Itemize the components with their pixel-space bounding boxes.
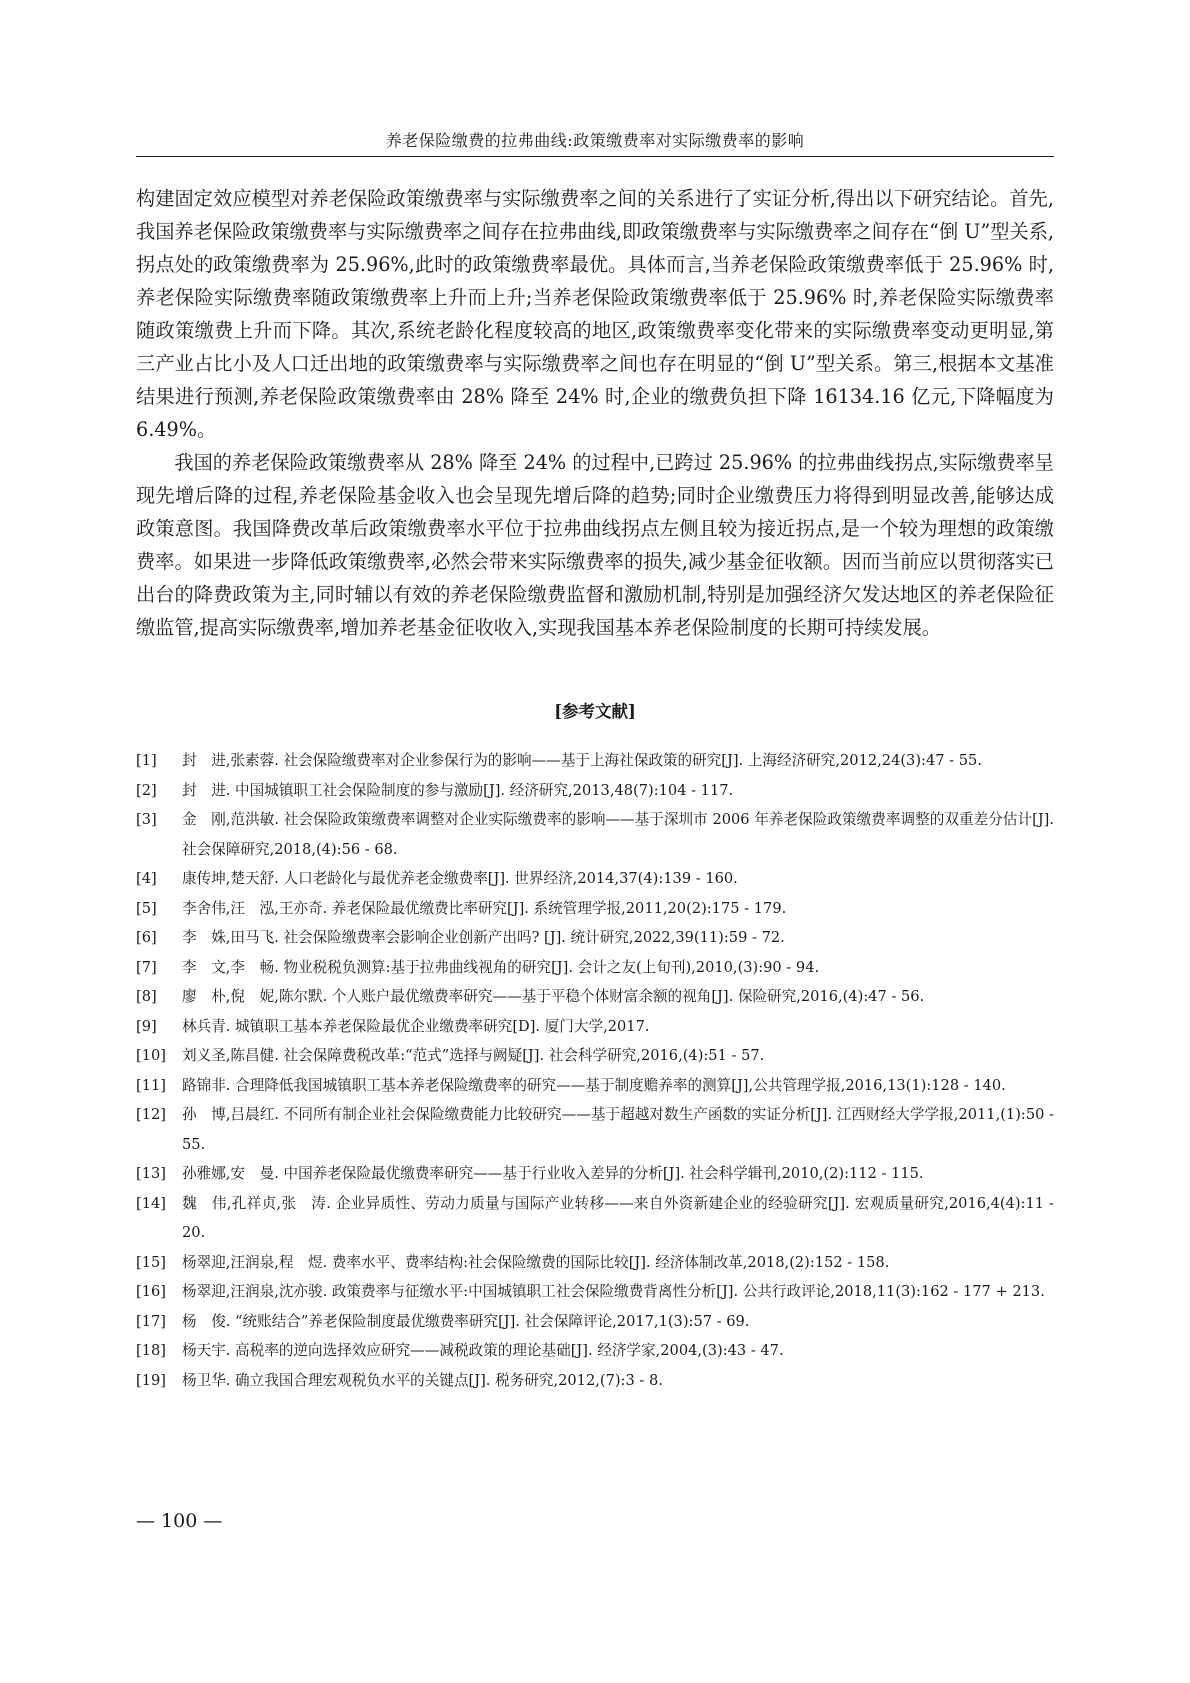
reference-number: [15] [136,1253,166,1271]
paragraph-policy: 我国的养老保险政策缴费率从 28% 降至 24% 的过程中,已跨过 25.96% 的拉弗曲线拐点,实际缴费率呈现先增后降的过程,养老保险基金收入也会呈现先增后降的趋势;同时企业缴费压力将得到明显改善,能够达成政策意图。我国降费改革后政策缴费率水平位于拉弗曲线拐点左侧且较为接近拐点,是一个较为理想的政策缴费率。如果进一步降低政策缴费率,必然会带来实际缴费率的损失,减少基金征收额。因而当前应以贯彻落实已出台的降费政策为主,同时辅以有效的养老保险缴费监督和激励机制,特别是加强经济欠发达地区的养老保险征缴监管,提高实际缴费率,增加养老基金征收收入,实现我国基本养老保险制度的长期可持续发展。 [136,451,1054,639]
paragraph-conclusion: 构建固定效应模型对养老保险政策缴费率与实际缴费率之间的关系进行了实证分析,得出以下研究结论。首先,我国养老保险政策缴费率与实际缴费率之间存在拉弗曲线,即政策缴费率与实际缴费率之间存在“倒 U”型关系,拐点处的政策缴费率为 25.96%,此时的政策缴费率最优。具体而言,当养老保险政策缴费率低于 25.96% 时,养老保险实际缴费率随政策缴费率上升而上升;当养老保险政策缴费率低于 25.96% 时,养老保险实际缴费率随政策缴费上升而下降。其次,系统老龄化程度较高的地区,政策缴费率变化带来的实际缴费率变动更明显,第三产业占比小及人口迁出地的政策缴费率与实际缴费率之间也存在明显的“倒 U”型关系。第三,根据本文基准结果进行预测,养老保险政策缴费率由 28% 降至 24% 时,企业的缴费负担下降 16134.16 亿元,下降幅度为 6.49%。 [136,187,1054,441]
reference-text: 杨 俊. “统账结合”养老保险制度最优缴费率研究[J]. 社会保障评论,2017,1(3):57 - 69. [182,1312,750,1330]
reference-item [136,1277,1054,1307]
reference-number: [7] [136,958,157,976]
reference-number: [9] [136,1017,157,1035]
reference-text: 杨天宇. 高税率的逆向选择效应研究——减税政策的理论基础[J]. 经济学家,2004,(3):43 - 47. [182,1342,784,1359]
reference-item [136,864,1054,894]
reference-text: 路锦非. 合理降低我国城镇职工基本养老保险缴费率的研究——基于制度赡养率的测算[J],公共管理学报,2016,13(1):128 - 140. [182,1076,1006,1094]
reference-item [136,953,1054,983]
reference-text: 李 姝,田马飞. 社会保险缴费率会影响企业创新产出吗? [J]. 统计研究,2022,39(11):59 - 72. [182,929,785,946]
body-text [136,182,1054,644]
reference-number: [10] [136,1047,166,1064]
reference-number: [6] [136,929,157,946]
reference-item [136,1071,1054,1101]
reference-text: 孙 博,吕晨红. 不同所有制企业社会保险缴费能力比较研究——基于超越对数生产函数的实证分析[J]. 江西财经大学学报,2011,(1):50 - 55. [182,1106,1054,1153]
references-title: [参考文献] [554,702,636,721]
reference-text: 杨翠迎,汪润泉,程 煜. 费率水平、费率结构:社会保险缴费的国际比较[J]. 经济体制改革,2018,(2):152 - 158. [182,1253,890,1271]
reference-number: [17] [136,1312,166,1330]
page-number: — 100 — [136,1510,223,1532]
reference-text: 李舍伟,汪 泓,王亦奇. 养老保险最优缴费比率研究[J]. 系统管理学报,2011,20(2):175 - 179. [182,899,787,917]
reference-text: 林兵青. 城镇职工基本养老保险最优企业缴费率研究[D]. 厦门大学,2017. [182,1017,650,1035]
reference-number: [8] [136,988,157,1005]
reference-number: [19] [136,1371,166,1389]
reference-item [136,746,1054,776]
reference-number: [3] [136,811,157,828]
reference-text: 封 进. 中国城镇职工社会保险制度的参与激励[J]. 经济研究,2013,48(7):104 - 117. [182,781,734,799]
reference-text: 李 文,李 畅. 物业税税负测算:基于拉弗曲线视角的研究[J]. 会计之友(上旬刊),2010,(3):90 - 94. [182,958,820,976]
reference-number: [11] [136,1076,166,1094]
reference-item [136,923,1054,953]
reference-item [136,776,1054,806]
reference-item [136,1189,1054,1248]
reference-text: 康传坤,楚天舒. 人口老龄化与最优养老金缴费率[J]. 世界经济,2014,37(4):139 - 160. [182,870,738,887]
reference-item [136,1012,1054,1042]
reference-item [136,1159,1054,1189]
reference-item [136,1041,1054,1071]
reference-text: 刘义圣,陈昌健. 社会保障费税改革:“范式”选择与阙疑[J]. 社会科学研究,2016,(4):51 - 57. [182,1047,765,1064]
header-rule [136,156,1054,157]
reference-text: 金 刚,范洪敏. 社会保险政策缴费率调整对企业实际缴费率的影响——基于深圳市 2006 年养老保险政策缴费率调整的双重差分估计[J]. 社会保障研究,2018,(4):56 - 68. [182,811,1054,858]
references-list [136,746,1054,1395]
reference-number: [5] [136,899,157,917]
reference-item [136,1366,1054,1396]
reference-number: [18] [136,1342,166,1359]
reference-text: 杨翠迎,汪润泉,沈亦骏. 政策费率与征缴水平:中国城镇职工社会保险缴费背离性分析[J]. 公共行政评论,2018,11(3):162 - 177 + 213. [182,1283,1045,1300]
reference-item [136,894,1054,924]
reference-item [136,1336,1054,1366]
reference-text: 廖 朴,倪 妮,陈尔默. 个人账户最优缴费率研究——基于平稳个体财富余额的视角[J]. 保险研究,2016,(4):47 - 56. [182,988,925,1005]
reference-text: 魏 伟,孔祥贞,张 涛. 企业异质性、劳动力质量与国际产业转移——来自外资新建企业的经验研究[J]. 宏观质量研究,2016,4(4):11 - 20. [182,1194,1054,1241]
reference-number: [2] [136,781,157,799]
reference-item [136,1100,1054,1159]
reference-number: [13] [136,1165,166,1182]
reference-text: 杨卫华. 确立我国合理宏观税负水平的关键点[J]. 税务研究,2012,(7):3 - 8. [182,1371,663,1389]
reference-text: 封 进,张素蓉. 社会保险缴费率对企业参保行为的影响——基于上海社保政策的研究[J]. 上海经济研究,2012,24(3):47 - 55. [182,752,982,769]
reference-number: [1] [136,752,157,769]
reference-number: [4] [136,870,157,887]
reference-item [136,805,1054,864]
reference-item [136,1307,1054,1337]
reference-text: 孙雅娜,安 曼. 中国养老保险最优缴费率研究——基于行业收入差异的分析[J]. 社会科学辑刊,2010,(2):112 - 115. [182,1165,924,1182]
running-header: 养老保险缴费的拉弗曲线:政策缴费率对实际缴费率的影响 [385,131,805,150]
reference-number: [14] [136,1194,166,1212]
reference-number: [12] [136,1106,166,1123]
reference-item [136,982,1054,1012]
reference-number: [16] [136,1283,166,1300]
reference-item [136,1248,1054,1278]
